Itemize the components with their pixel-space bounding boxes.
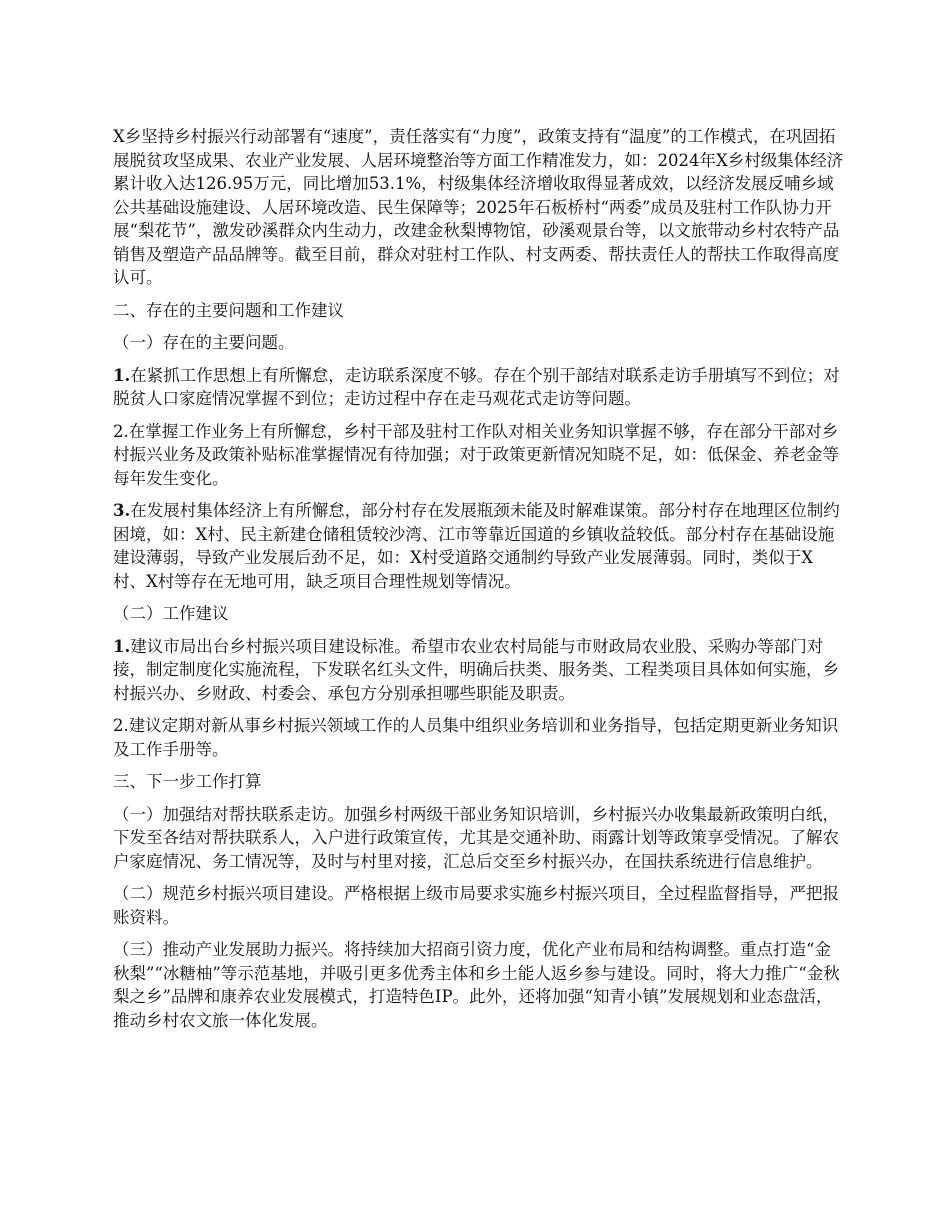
problem-item-2-text: 在掌握工作业务上有所懈怠，乡村干部及驻村工作队对相关业务知识掌握不够，存在部分干部对乡村振兴业务及政策补贴标准掌握情况有待加强；对于政策更新情况知晓不足，如：低保金、养老金等每年发生变化。 xyxy=(113,421,839,488)
problem-item-3-text: 在发展村集体经济上有所懈怠，部分村存在发展瓶颈未能及时解难谋策。部分村存在地理区位制约困境，如：X村、民主新建仓储租赁较沙湾、江市等靠近国道的乡镇收益较低。部分村存在基础设施建设薄弱，导致产业发展后劲不足，如：X村受道路交通制约导致产业发展薄弱。同时，类似于X村、X村等存在无地可用，缺乏项目合理性规划等情况。 xyxy=(113,501,840,591)
section-2-heading: 二、存在的主要问题和工作建议 xyxy=(113,300,344,320)
intro-paragraph: X乡坚持乡村振兴行动部署有“速度”，责任落实有“力度”，政策支持有“温度”的工作模式，在巩固拓展脱贫攻坚成果、农业产业发展、人居环境整治等方面工作精准发力，如：2024年X乡村级集体经济累计收入达126.95万元，同比增加53.1%，村级集体经济增收取得显著成效，以经济发展反哺乡域公共基础设施建设、人居环境改造、民生保障等；2025年石板桥村“两委”成员及驻村工作队协力开展“梨花节”，激发砂溪群众内生动力，改建金秋梨博物馆，砂溪观景台等，以文旅带动乡村农特产品销售及塑造产品品牌等。截至目前，群众对驻村工作队、村支两委、帮扶责任人的帮扶工作取得高度认可。 xyxy=(113,127,844,287)
suggestion-item-1 xyxy=(113,635,845,706)
suggestion-item-1-number: 1. xyxy=(113,636,131,656)
suggestion-item-2-text: 建议定期对新从事乡村振兴领域工作的人员集中组织业务培训和业务指导，包括定期更新业务知识及工作手册等。 xyxy=(113,716,839,759)
problem-item-2-number: 2. xyxy=(113,421,129,441)
suggestion-item-2 xyxy=(113,714,845,761)
problem-item-1 xyxy=(113,364,845,411)
problem-item-1-text: 在紧抓工作思想上有所懈怠，走访联系深度不够。存在个别干部结对联系走访手册填写不到位；对脱贫人口家庭情况掌握不到位；走访过程中存在走马观花式走访等问题。 xyxy=(113,365,840,408)
plan-item-2: （二）规范乡村振兴项目建设。严格根据上级市局要求实施乡村振兴项目，全过程监督指导，严把报账资料。 xyxy=(113,884,839,927)
document-body xyxy=(113,125,845,1041)
suggestion-item-2-number: 2. xyxy=(113,716,129,735)
problem-item-2 xyxy=(113,420,845,491)
section-2-sub2-heading: （二）工作建议 xyxy=(113,604,229,623)
suggestion-item-1-text: 建议市局出台乡村振兴项目建设标准。希望市农业农村局能与市财政局农业股、采购办等部门对接，制定制度化实施流程，下发联名红头文件，明确后扶类、服务类、工程类项目具体如何实施，乡村振兴办、乡财政、村委会、承包方分别承担哪些职能及职责。 xyxy=(113,636,839,703)
problem-item-3 xyxy=(113,499,845,593)
section-3-heading: 三、下一步工作打算 xyxy=(113,772,262,791)
problem-item-1-number: 1. xyxy=(113,365,131,385)
plan-item-3: （三）推动产业发展助力振兴。将持续加大招商引资力度，优化产业布局和结构调整。重点打造“金秋梨”“冰糖柚”等示范基地，并吸引更多优秀主体和乡土能人返乡参与建设。同时，将大力推广“金秋梨之乡”品牌和康养农业发展模式，打造特色IP。此外，还将加强“知青小镇”发展规划和业态盘活，推动乡村农文旅一体化发展。 xyxy=(113,940,840,1030)
problem-item-3-number: 3. xyxy=(113,501,131,520)
section-2-sub1-heading: （一）存在的主要问题。 xyxy=(113,333,295,352)
plan-item-1: （一）加强结对帮扶联系走访。加强乡村两级干部业务知识培训，乡村振兴办收集最新政策明白纸，下发至各结对帮扶联系人，入户进行政策宣传，尤其是交通补助、雨露计划等政策享受情况。了解农户家庭情况、务工情况等，及时与村里对接，汇总后交至乡村振兴办，在国扶系统进行信息维护。 xyxy=(113,804,839,871)
